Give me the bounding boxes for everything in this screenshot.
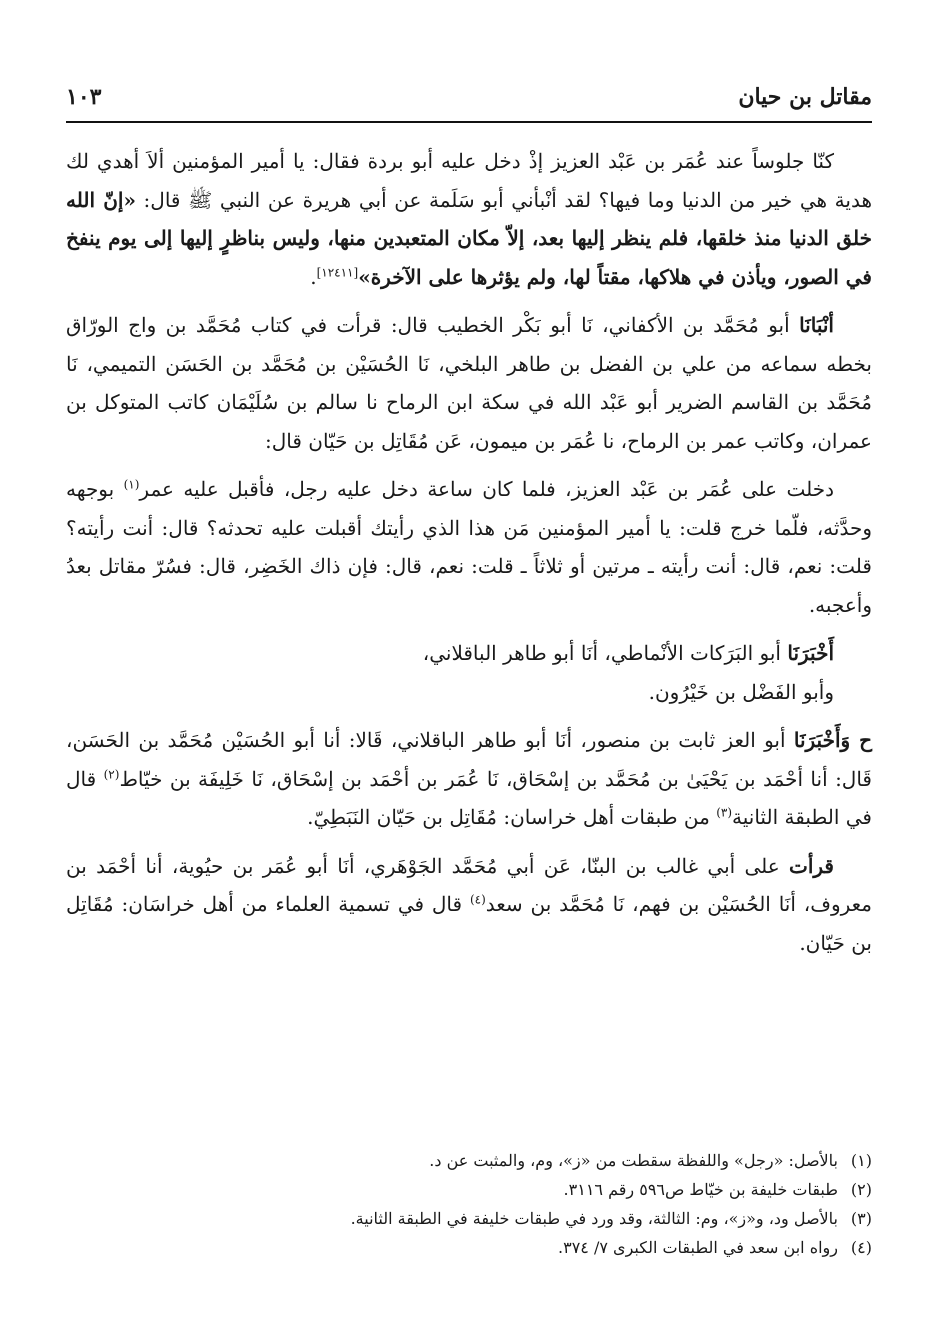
text-run: قال في الطبقة الثانية: [66, 766, 872, 829]
text-run: .: [310, 264, 317, 289]
reference-marker: [١٢٤١١]: [316, 264, 359, 279]
bold-text: أنْبَانَا: [799, 313, 834, 337]
footnote-text: بالأصل ود، و«ز»، وم: الثالثة، وقد ورد في طبقات خليفة في الطبقة الثانية.: [350, 1209, 838, 1228]
bold-text: ح وَأَخْبَرَنَا: [793, 728, 872, 752]
text-run: أبو العز ثابت بن منصور، أنَا أبو طاهر الباقلاني، قَالا: أنا أبو الحُسَيْن مُحَمَّد بن الحَسَن، قَال: أنا أحْمَد بن يَحْيَىٰ بن مُحَمَّد بن إسْحَاق، نَا عُمَر بن أحْمَد بن إسْحَاق، نَا خَلِيفَة بن خيّاط: [66, 728, 872, 791]
text-run: كنّا جلوساً عند عُمَر بن عَبْد العزيز إذْ دخل عليه أبو بردة فقال: يا أمير المؤمنين ألاَ أهدي لك هدية هي خير من الدنيا وما فيها؟ لقد أنْبأني أبو سَلَمة عن أبي هريرة عن النبي ﷺ قال:: [66, 149, 873, 212]
reference-marker: (٢): [103, 766, 120, 781]
header-rule: [66, 121, 872, 123]
paragraph-hadith: [66, 142, 872, 296]
footnote-number: (٤): [850, 1238, 872, 1257]
bold-text: أَخْبَرَنَا: [787, 641, 834, 665]
text-run: وأبو الفَضْل بن خَيْرُون.: [648, 679, 834, 704]
footnote-text: بالأصل: «رجل» واللفظة سقطت من «ز»، وم، والمثبت عن د.: [429, 1151, 838, 1170]
text-run: دخلت على عُمَر بن عَبْد العزيز، فلما كان ساعة دخل عليه رجل، فأقبل عليه عمر: [139, 477, 834, 501]
running-header: [66, 84, 872, 116]
paragraph-isnad-3: [66, 721, 872, 837]
page-number: ١٠٣: [66, 84, 102, 110]
text-run: أبو البَرَكات الأنْماطي، أنَا أبو طاهر الباقلاني،: [422, 641, 788, 665]
footnote-number: (٣): [850, 1209, 872, 1228]
main-text: [66, 142, 872, 972]
text-run: على أبي غالب بن البنّا، عَن أبي مُحَمَّد الجَوْهَري، أنَا أبو عُمَر بن حيُوية، أنا أحْمَد بن معروف، أنَا الحُسَيْن بن فهم، نَا مُحَمَّد بن سعد: [66, 853, 873, 916]
footnote-1: [66, 1146, 872, 1175]
paragraph-isnad-1: [66, 306, 872, 460]
reference-marker: (١): [123, 477, 140, 492]
paragraph-isnad-2b: [66, 673, 872, 712]
footnote-number: (٢): [850, 1180, 872, 1199]
bold-text: «إنّ الله خلق الدنيا منذ خلقها، فلم ينظر إليها بعد، إلاّ مكان المتعبدين منها، وليس بناظرٍ إليها إلى يوم ينفخ في الصور، ويأذن في هلاكها، مقتاً لها، ولم يؤثرها على الآخرة»: [66, 187, 872, 289]
reference-marker: (٤): [469, 892, 486, 907]
footnotes: [66, 1146, 872, 1262]
paragraph-isnad-2: [66, 634, 872, 673]
reference-marker: (٣): [716, 805, 733, 820]
paragraph-isnad-4: [66, 847, 872, 963]
bold-text: قرأت: [789, 853, 834, 878]
header-title: مقاتل بن حيان: [738, 84, 872, 110]
footnote-text: طبقات خليفة بن خيّاط ص٥٩٦ رقم ٣١١٦.: [563, 1180, 838, 1199]
footnote-4: [66, 1233, 872, 1262]
footnote-number: (١): [850, 1151, 872, 1170]
paragraph-khadir-story: [66, 470, 872, 624]
text-run: قال في تسمية العلماء من أهل خراسَان: مُقَاتِل بن حَيّان.: [66, 892, 872, 955]
text-run: من طبقات أهل خراسان: مُقَاتِل بن حَيّان النَبَطِيّ.: [307, 805, 717, 829]
footnote-3: [66, 1204, 872, 1233]
text-run: بوجهه وحدَّثه، فلّما خرج قلت: يا أمير المؤمنين مَن هذا الذي رأيتك أقبلت عليه تحدثه؟ قال: أنت رأيته؟ قلت: نعم، قال: أنت رأيته ـ مرتين أو ثلاثاً ـ قلت: نعم، قال: فإن ذاك الخَضِر، قال: فسُرّ مقاتل بعدُ وأعجبه.: [66, 477, 872, 617]
footnote-text: رواه ابن سعد في الطبقات الكبرى ٧/ ٣٧٤.: [558, 1238, 838, 1257]
text-run: أبو مُحَمَّد بن الأكفاني، نَا أبو بَكْر الخطيب قال: قرأت في كتاب مُحَمَّد بن واج الورّاق بخطه سماعه من علي بن الفضل بن طاهر البلخي، نَا الحُسَيْن بن مُحَمَّد بن الحَسَن التميمي، نَا مُحَمَّد بن القاسم الضرير أبو عَبْد الله في سكة ابن الرماح نا سالم بن سُلَيْمَان كاتب المتوكل بن عمران، وكاتب عمر بن الرماح، نا عُمَر بن ميمون، عَن مُقَاتِل بن حَيّان قال:: [66, 313, 872, 453]
footnote-2: [66, 1175, 872, 1204]
